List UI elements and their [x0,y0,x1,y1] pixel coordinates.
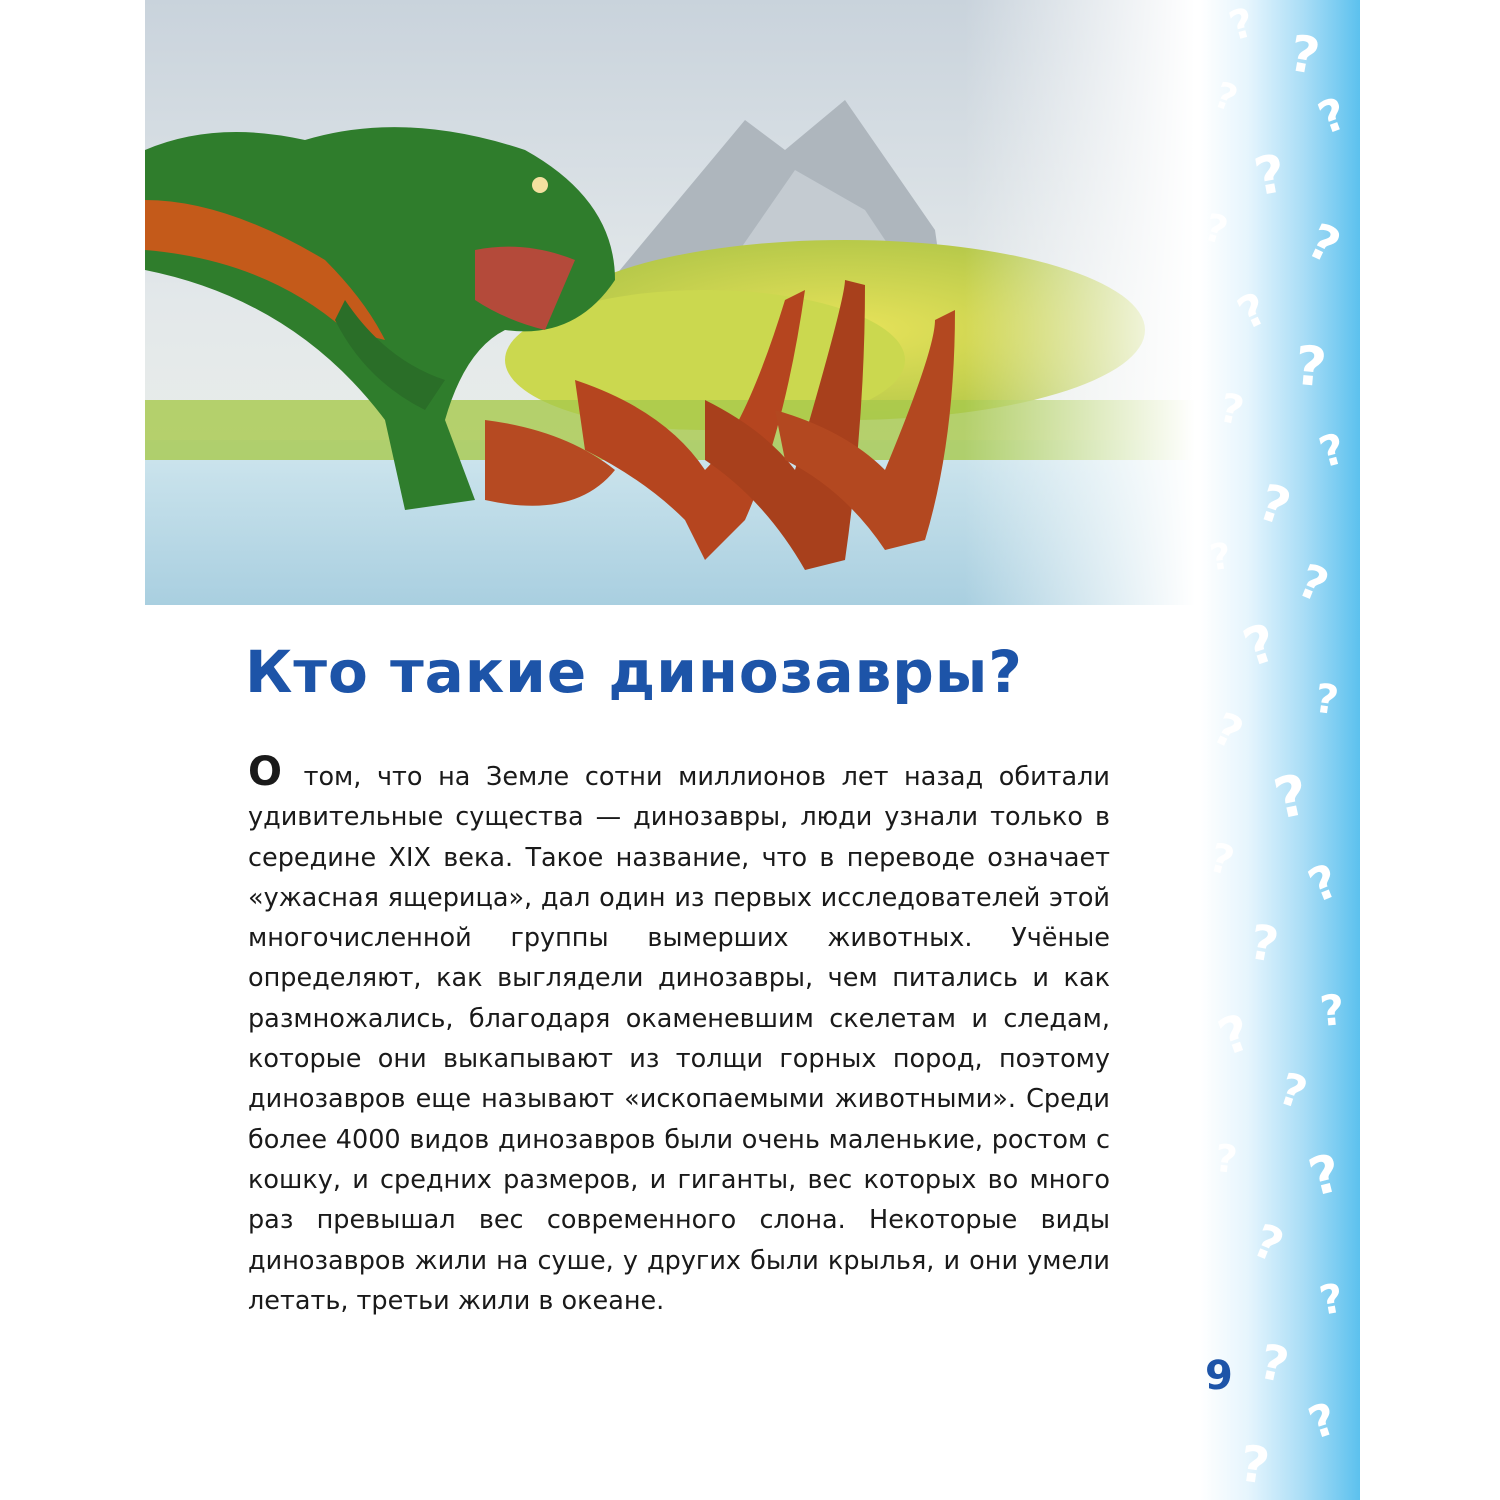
body-text: том, что на Земле сотни миллионов лет назад обитали удивительные существа — динозавры, люди узнали только в середине XIX века. Такое название, что в переводе означает «ужасная ящерица», дал один из первых исследователей этой многочисленной группы вымерших животных. Учёные определяют, как выглядели динозавры, чем питались и как размножались, благодаря окаменевшим скелетам и следам, которые они выкапывают из толщи горных пород, поэтому динозавров еще называют «ископаемыми животными». Среди более 4000 видов динозавров были очень маленькие, ростом с кошку, и средних размеров, и гиганты, вес которых во много раз превышал вес современного слона. Некоторые виды динозавров жили на суше, у других были крылья, и они умели летать, третьи жили в океане. [248,762,1110,1316]
question-mark-icon: ? [1230,283,1275,341]
question-mark-icon: ? [1311,675,1342,725]
question-mark-icon: ? [1205,703,1251,761]
question-mark-icon: ? [1317,985,1347,1036]
question-mark-icon: ? [1268,762,1314,833]
question-mark-icon: ? [1215,385,1248,435]
question-mark-icon: ? [1272,1063,1313,1120]
body-paragraph [248,749,1110,1321]
question-mark-icon: ? [1316,1275,1348,1325]
question-mark-icon: ? [1254,1333,1294,1395]
question-mark-icon: ? [1204,834,1239,886]
question-mark-icon: ? [1299,212,1349,276]
dinosaur-illustration [145,0,1195,605]
question-mark-icon: ? [1207,535,1234,580]
question-mark-icon: ? [1236,612,1284,680]
question-mark-border [1200,0,1360,1500]
question-mark-icon: ? [1250,143,1291,209]
question-mark-icon: ? [1292,333,1330,400]
drop-cap: О [248,749,283,795]
question-mark-icon: ? [1236,1434,1273,1496]
question-mark-icon: ? [1224,0,1259,51]
question-mark-icon: ? [1302,1393,1343,1450]
page-title: Кто такие динозавры? [245,638,1023,706]
question-mark-icon: ? [1285,23,1324,87]
question-mark-icon: ? [1251,472,1298,538]
question-mark-icon: ? [1311,88,1354,145]
question-mark-icon: ? [1245,914,1283,974]
question-mark-icon: ? [1210,1002,1259,1068]
question-mark-icon: ? [1245,1212,1291,1274]
question-mark-icon: ? [1200,204,1233,254]
question-mark-icon: ? [1290,552,1336,614]
question-mark-icon: ? [1303,1143,1347,1209]
page-number: 9 [1205,1353,1233,1399]
question-mark-icon: ? [1212,1135,1240,1183]
question-mark-icon: ? [1300,852,1346,914]
question-mark-icon: ? [1208,74,1243,121]
question-mark-icon: ? [1313,423,1351,478]
